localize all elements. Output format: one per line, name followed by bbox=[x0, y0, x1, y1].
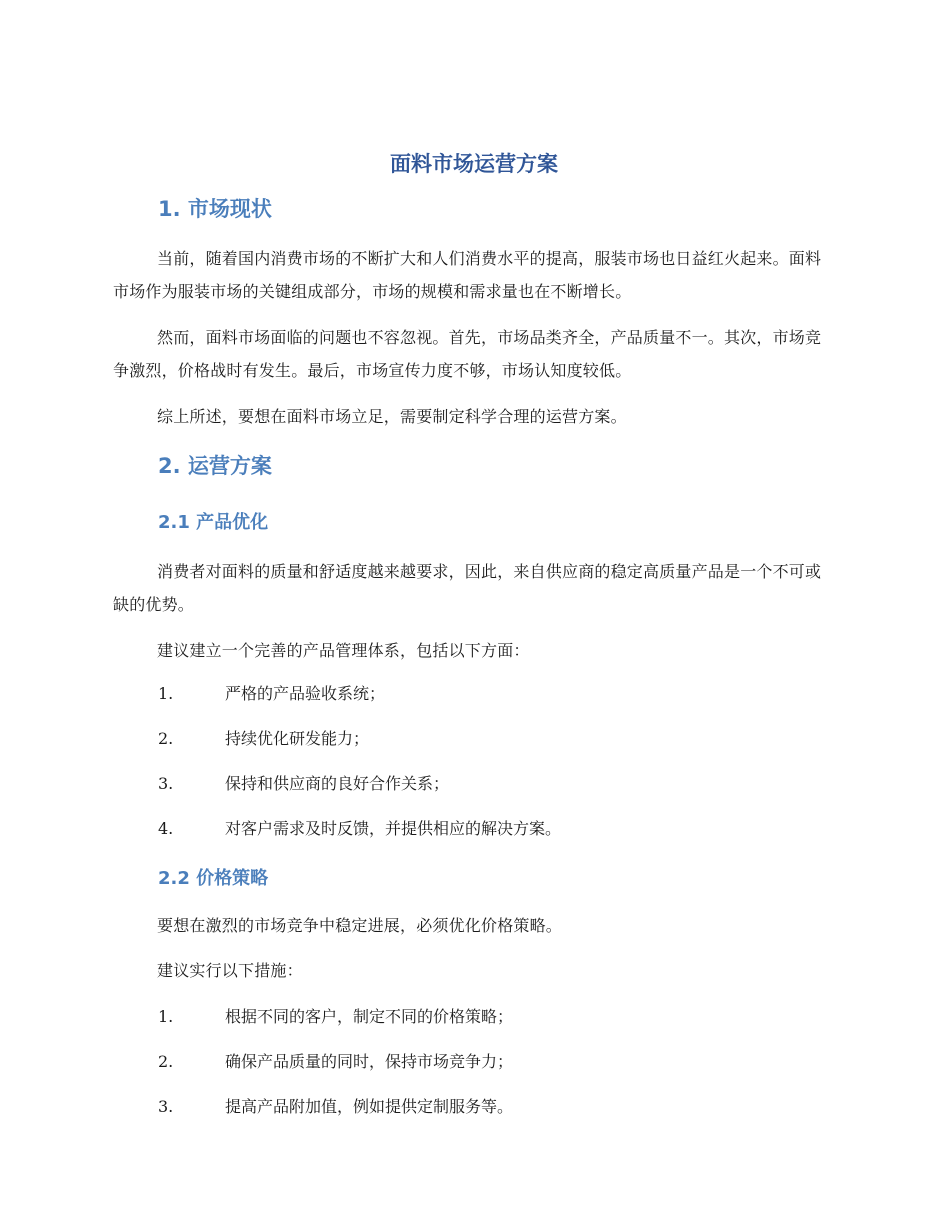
list-item bbox=[158, 727, 830, 751]
list-item bbox=[158, 1095, 830, 1119]
paragraph: 消费者对面料的质量和舒适度越来越要求，因此，来自供应商的稳定高质量产品是一个不可或缺的优势。 bbox=[113, 562, 822, 614]
list-number: 2. bbox=[158, 1052, 174, 1071]
list-number: 4. bbox=[158, 819, 174, 838]
list-number: 1. bbox=[158, 1007, 174, 1026]
paragraph: 综上所述，要想在面料市场立足，需要制定科学合理的运营方案。 bbox=[157, 407, 627, 426]
paragraph: 当前，随着国内消费市场的不断扩大和人们消费水平的提高，服装市场也日益红火起来。面料市场作为服装市场的关键组成部分，市场的规模和需求量也在不断增长。 bbox=[113, 249, 822, 301]
list-text: 根据不同的客户，制定不同的价格策略； bbox=[225, 1007, 514, 1026]
list-text: 对客户需求及时反馈，并提供相应的解决方案。 bbox=[225, 819, 562, 838]
list-text: 确保产品质量的同时，保持市场竞争力； bbox=[225, 1052, 514, 1071]
paragraph: 然而，面料市场面临的问题也不容忽视。首先，市场品类齐全，产品质量不一。其次，市场竞争激烈，价格战时有发生。最后，市场宣传力度不够，市场认知度较低。 bbox=[113, 328, 822, 380]
paragraph: 建议建立一个完善的产品管理体系，包括以下方面： bbox=[157, 641, 530, 660]
list-text: 保持和供应商的良好合作关系； bbox=[225, 774, 450, 793]
section-heading-operation-plan: 2. 运营方案 bbox=[158, 454, 272, 478]
list-number: 2. bbox=[158, 729, 174, 748]
paragraph: 建议实行以下措施： bbox=[157, 961, 303, 980]
list-item bbox=[158, 772, 830, 796]
list-number: 3. bbox=[158, 774, 174, 793]
list-text: 严格的产品验收系统； bbox=[225, 684, 386, 703]
list-text: 提高产品附加值，例如提供定制服务等。 bbox=[225, 1097, 514, 1116]
list-number: 3. bbox=[158, 1097, 174, 1116]
document-title: 面料市场运营方案 bbox=[390, 152, 558, 176]
list-item bbox=[158, 1050, 830, 1074]
paragraph: 要想在激烈的市场竞争中稳定进展，必须优化价格策略。 bbox=[157, 916, 563, 935]
subsection-heading-price-strategy: 2.2 价格策略 bbox=[158, 868, 269, 889]
list-text: 持续优化研发能力； bbox=[225, 729, 370, 748]
list-item bbox=[158, 1005, 830, 1029]
list-item bbox=[158, 817, 830, 841]
subsection-heading-product-optimization: 2.1 产品优化 bbox=[158, 512, 269, 533]
section-heading-market-status: 1. 市场现状 bbox=[158, 197, 272, 221]
list-number: 1. bbox=[158, 684, 174, 703]
list-item bbox=[158, 682, 830, 706]
